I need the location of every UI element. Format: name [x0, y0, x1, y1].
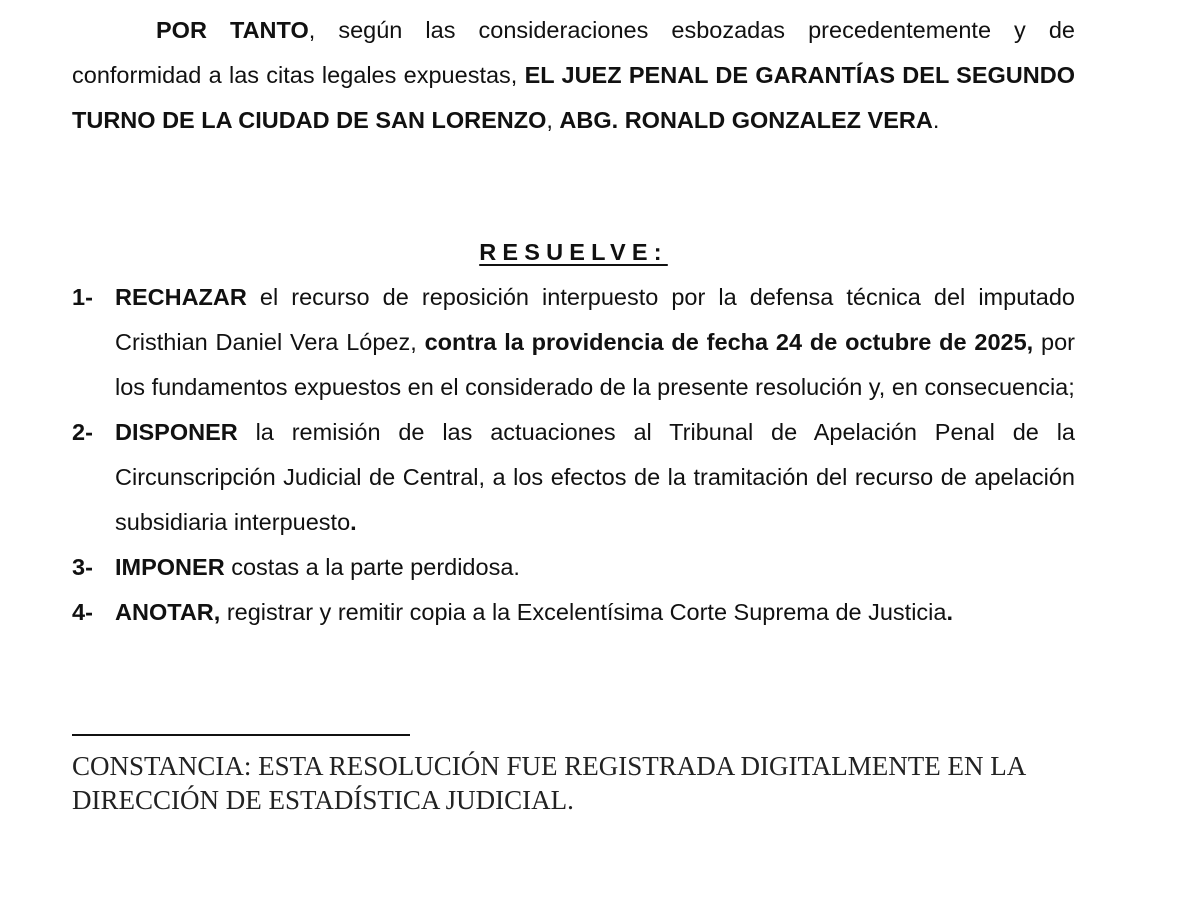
- intro-lead: POR TANTO: [156, 17, 309, 43]
- item-verb: RECHAZAR: [115, 284, 247, 310]
- intro-text: , según las consideraciones esbozadas precedentemente y de conformidad a las citas legales expuestas,: [72, 17, 1076, 88]
- resolution-heading: [0, 230, 1147, 275]
- intro-paragraph: [72, 8, 1075, 143]
- list-item: [72, 590, 1075, 635]
- intro-judge-name: ABG. RONALD GONZALEZ VERA: [559, 107, 933, 133]
- item-text: registrar y remitir copia a la Excelentísima Corte Suprema de Justicia: [220, 599, 947, 625]
- item-text: el recurso de reposición interpuesto por la defensa técnica del imputado Cristhian Daniel Vera López,: [115, 284, 1075, 355]
- footnote-constancia: CONSTANCIA: ESTA RESOLUCIÓN FUE REGISTRADA DIGITALMENTE EN LA DIRECCIÓN DE ESTADÍSTICA JUDICIAL.: [72, 751, 1025, 815]
- item-number: 2-: [72, 419, 93, 445]
- list-item: [72, 275, 1075, 410]
- item-text: la remisión de las actuaciones al Tribunal de Apelación Penal de la Circunscripción Judicial de Central, a los efectos de la tramitación del recurso de apelación subsidiaria interpuesto: [115, 419, 1075, 535]
- item-text: costas a la parte perdidosa.: [224, 554, 520, 580]
- intro-judge: EL JUEZ PENAL DE GARANTÍAS DEL SEGUNDO TURNO DE LA CIUDAD DE SAN LORENZO: [72, 62, 1075, 133]
- item-number: 4-: [72, 599, 93, 625]
- item-number: 3-: [72, 554, 93, 580]
- item-number: 1-: [72, 284, 93, 310]
- item-text-continued: por los fundamentos expuestos en el considerado de la presente resolución y, en consecuencia;: [115, 329, 1076, 400]
- footnote-divider: [72, 734, 410, 736]
- list-item: [72, 545, 1075, 590]
- item-verb: ANOTAR,: [115, 599, 221, 625]
- item-verb: DISPONER: [115, 419, 238, 445]
- resolution-list: [72, 275, 1075, 635]
- item-period: .: [946, 599, 954, 625]
- intro-separator: ,: [546, 107, 560, 133]
- item-emphasis: contra la providencia de fecha 24 de octubre de 2025,: [424, 329, 1034, 355]
- intro-end: .: [932, 107, 940, 133]
- list-item: [72, 410, 1075, 545]
- heading-text: RESUELVE:: [479, 239, 668, 265]
- item-period: .: [350, 509, 357, 535]
- item-verb: IMPONER: [115, 554, 225, 580]
